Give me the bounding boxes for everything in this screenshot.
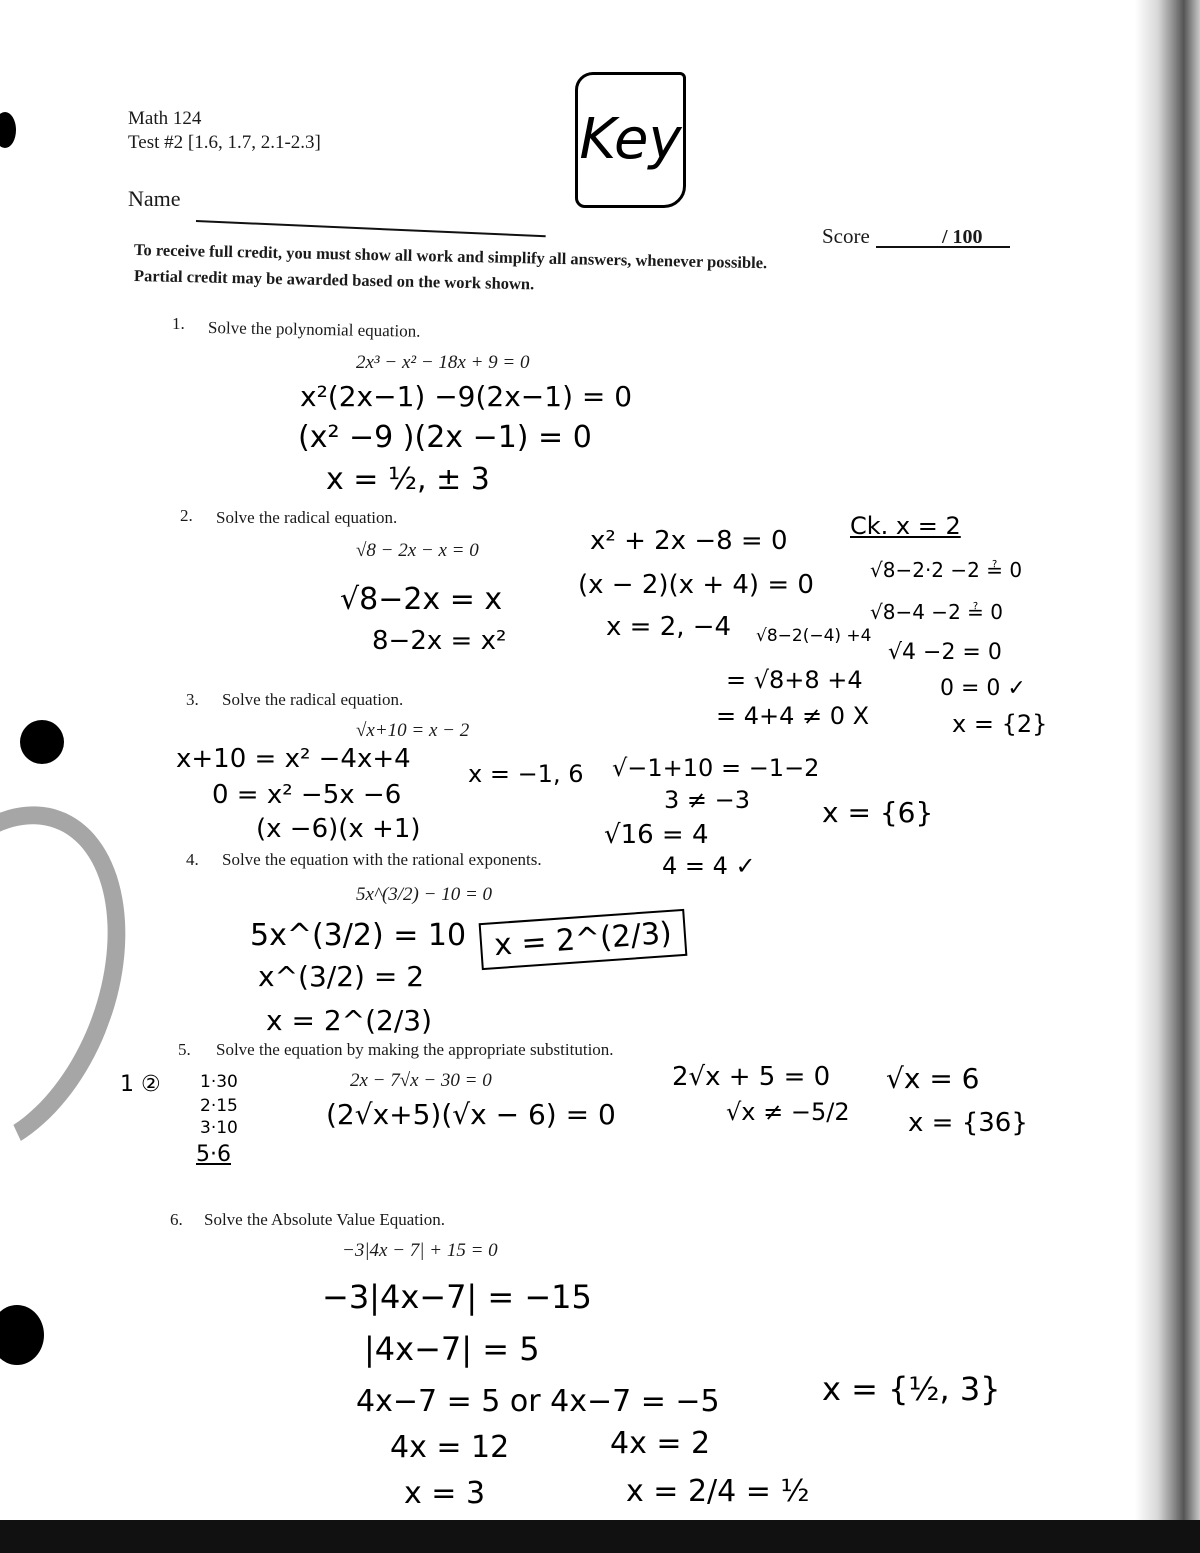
course-title: Math 124: [128, 108, 202, 129]
problem-5-factor-1: 1·30: [200, 1072, 238, 1092]
name-label: Name: [128, 186, 181, 211]
problem-4-work-2: x^(3/2) = 2: [258, 960, 425, 993]
problem-2-check-3: √8−4 −2 ≟ 0: [870, 600, 1003, 624]
problem-6-equation: −3|4x − 7| + 15 = 0: [342, 1240, 498, 1261]
problem-3-work-3: (x −6)(x +1): [256, 814, 421, 844]
problem-2-number: 2.: [180, 506, 193, 525]
problem-6-work-4: 4x = 12: [390, 1430, 510, 1465]
scan-shadow: [0, 771, 171, 1196]
problem-3-answer: x = {6}: [822, 796, 934, 829]
problem-1-prompt: Solve the polynomial equation.: [207, 318, 421, 341]
problem-5-number: 5.: [178, 1040, 191, 1059]
punch-hole-bottom: [0, 1305, 44, 1365]
problem-6-work-right-2: x = 2/4 = ½: [626, 1474, 810, 1509]
problem-2-work-right-1: x² + 2x −8 = 0: [590, 526, 788, 556]
problem-4-work-3: x = 2^(2/3): [266, 1004, 433, 1037]
scan-bottom-edge: [0, 1520, 1200, 1553]
problem-2-check-2: √8−2·2 −2 ≟ 0: [870, 558, 1023, 582]
key-stamp: Key: [575, 72, 686, 208]
problem-5-equation: 2x − 7√x − 30 = 0: [350, 1070, 492, 1091]
problem-5-prompt: Solve the equation by making the appropriate substitution.: [216, 1040, 614, 1059]
problem-6-work-3: 4x−7 = 5 or 4x−7 = −5: [356, 1384, 720, 1419]
problem-2-work-1: √8−2x = x: [340, 582, 503, 617]
problem-4-answer-box: x = 2^(2/3): [479, 909, 688, 970]
instructions-line-1: To receive full credit, you must show all work and simplify all answers, whenever possible.: [133, 240, 768, 273]
problem-5-factor-2: 2·15: [200, 1096, 238, 1116]
problem-2-work-right-2: (x − 2)(x + 4) = 0: [578, 570, 814, 600]
problem-5-factor-3: 3·10: [200, 1118, 238, 1138]
problem-3-check-2: 3 ≠ −3: [664, 786, 751, 814]
problem-5-factor-4: 5·6: [196, 1142, 231, 1167]
problem-2-check-4: √4 −2 = 0: [888, 640, 1002, 665]
problem-3-prompt: Solve the radical equation.: [222, 690, 404, 709]
problem-2-check-1: Ck. x = 2: [850, 512, 961, 540]
problem-3-number: 3.: [186, 690, 199, 709]
problem-4-number: 4.: [186, 850, 199, 869]
problem-6-work-2: |4x−7| = 5: [364, 1330, 540, 1368]
problem-3-equation: √x+10 = x − 2: [356, 720, 470, 741]
problem-6-work-5: x = 3: [404, 1476, 486, 1511]
problem-3-check-3: √16 = 4: [604, 820, 709, 850]
problem-2-answer: x = {2}: [952, 710, 1048, 738]
problem-1-number: 1.: [172, 314, 185, 333]
problem-6-prompt: Solve the Absolute Value Equation.: [204, 1210, 445, 1229]
problem-2-work-right-6: = 4+4 ≠ 0 X: [716, 702, 870, 730]
problem-3-check-4: 4 = 4 ✓: [662, 852, 756, 880]
problem-3-check-1: √−1+10 = −1−2: [612, 754, 820, 782]
problem-2-work-right-3: x = 2, −4: [606, 612, 732, 642]
problem-1-work-3: x = ½, ± 3: [326, 462, 490, 497]
problem-5-factor-mark: 1 ②: [120, 1072, 161, 1097]
problem-5-work-right-2: √x ≠ −5/2: [726, 1098, 850, 1126]
problem-3-roots: x = −1, 6: [468, 760, 584, 788]
problem-6-number: 6.: [170, 1210, 183, 1229]
problem-5-answer-2: x = {36}: [908, 1108, 1028, 1138]
score-label: Score: [822, 224, 870, 248]
instructions-line-2: Partial credit may be awarded based on the work shown.: [133, 266, 535, 294]
problem-2-work-right-4: √8−2(−4) +4: [756, 626, 872, 646]
test-title: Test #2 [1.6, 1.7, 2.1-2.3]: [128, 132, 321, 153]
problem-2-check-5: 0 = 0 ✓: [940, 676, 1026, 701]
scan-right-edge: [1135, 0, 1200, 1553]
problem-4-equation: 5x^(3/2) − 10 = 0: [356, 884, 493, 905]
problem-1-work-2: (x² −9 )(2x −1) = 0: [298, 420, 592, 455]
problem-5-work-right-1: 2√x + 5 = 0: [672, 1062, 831, 1092]
score-total: / 100: [942, 226, 983, 248]
problem-1-equation: 2x³ − x² − 18x + 9 = 0: [356, 352, 530, 373]
problem-4-prompt: Solve the equation with the rational exponents.: [222, 850, 542, 869]
problem-3-work-2: 0 = x² −5x −6: [212, 780, 402, 810]
problem-5-answer-1: √x = 6: [886, 1062, 980, 1095]
punch-hole-top: [0, 112, 16, 148]
problem-2-work-right-5: = √8+8 +4: [726, 666, 863, 694]
problem-1-work-1: x²(2x−1) −9(2x−1) = 0: [300, 380, 633, 413]
name-line: [196, 220, 546, 237]
problem-2-equation: √8 − 2x − x = 0: [356, 540, 479, 561]
problem-6-work-1: −3|4x−7| = −15: [322, 1278, 592, 1316]
problem-3-work-1: x+10 = x² −4x+4: [176, 744, 411, 774]
punch-hole-middle: [20, 720, 64, 764]
problem-6-answer: x = {½, 3}: [822, 1370, 1001, 1408]
problem-2-work-2: 8−2x = x²: [372, 626, 507, 656]
problem-2-prompt: Solve the radical equation.: [216, 508, 398, 527]
problem-6-work-right-1: 4x = 2: [610, 1426, 711, 1461]
problem-4-work-1: 5x^(3/2) = 10: [250, 918, 467, 953]
problem-5-work-1: (2√x+5)(√x − 6) = 0: [326, 1098, 616, 1131]
